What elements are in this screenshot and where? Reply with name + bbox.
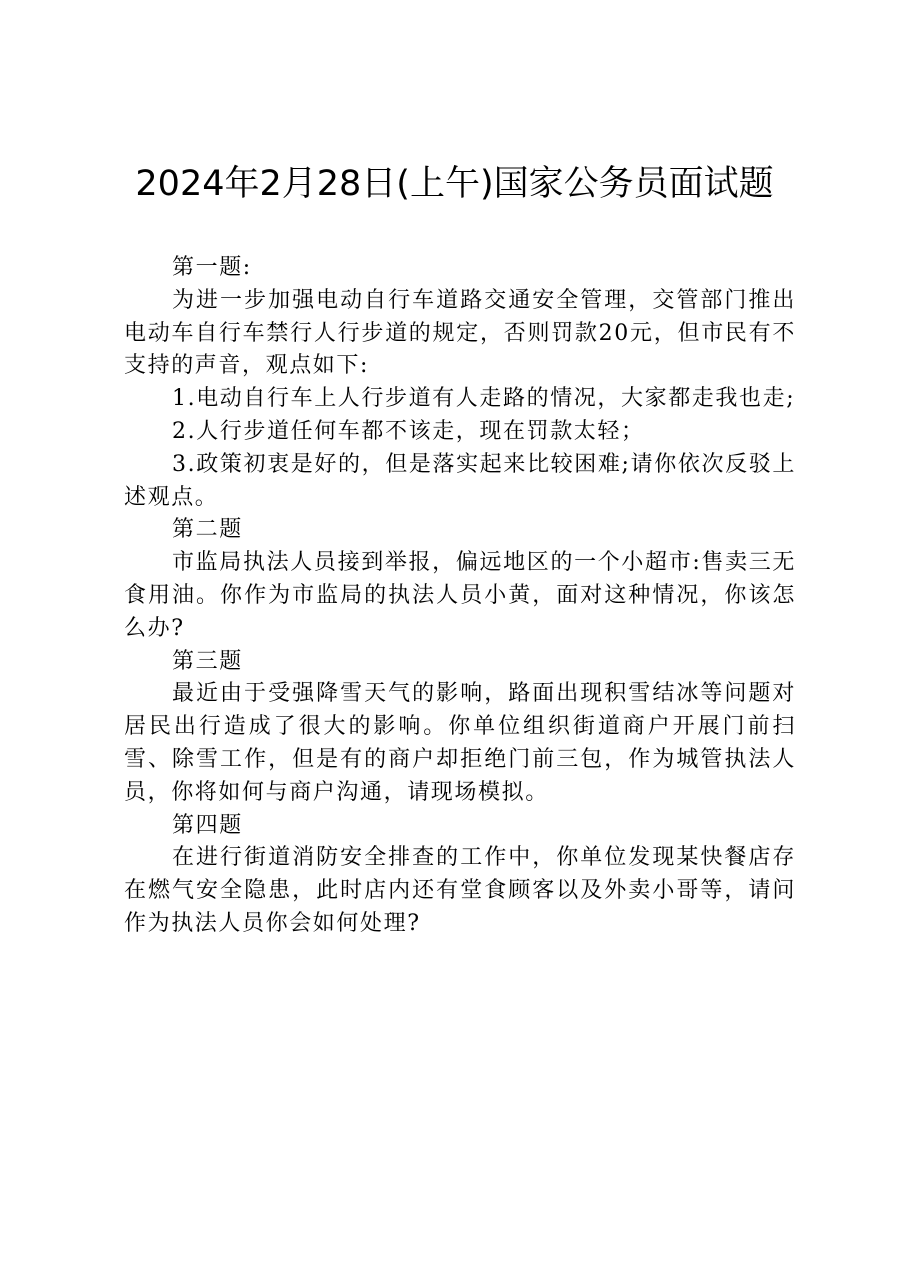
question-1-point-3: 3.政策初衷是好的，但是落实起来比较困难;请你依次反驳上述观点。: [124, 451, 796, 510]
document-body: [124, 252, 796, 941]
question-2-heading: 第二题: [172, 517, 243, 543]
question-3-text: 最近由于受强降雪天气的影响，路面出现积雪结冰等问题对居民出行造成了很大的影响。你单位组织街道商户开展门前扫雪、除雪工作，但是有的商户却拒绝门前三包，作为城管执法人员，你将如何与商户沟通，请现场模拟。: [124, 681, 796, 805]
question-1-point-2: 2.人行步道任何车都不该走，现在罚款太轻；: [172, 418, 645, 444]
question-4-heading: 第四题: [172, 812, 243, 838]
question-1-heading: 第一题:: [172, 255, 252, 280]
question-3-heading: 第三题: [172, 648, 243, 674]
document-title: 2024年2月28日(上午)国家公务员面试题: [135, 164, 774, 204]
question-1-point-1: 1.电动自行车上人行步道有人走路的情况，大家都走我也走;: [172, 386, 796, 412]
question-4-text: 在进行街道消防安全排查的工作中，你单位发现某快餐店存在燃气安全隐患，此时店内还有堂食顾客以及外卖小哥等，请问作为执法人员你会如何处理?: [124, 845, 796, 936]
question-2-text: 市监局执法人员接到举报，偏远地区的一个小超市:售卖三无食用油。你作为市监局的执法人员小黄，面对这种情况，你该怎么办?: [124, 550, 796, 641]
question-1-text: 为进一步加强电动自行车道路交通安全管理，交管部门推出电动车自行车禁行人行步道的规定，否则罚款20元，但市民有不支持的声音，观点如下:: [124, 287, 796, 379]
